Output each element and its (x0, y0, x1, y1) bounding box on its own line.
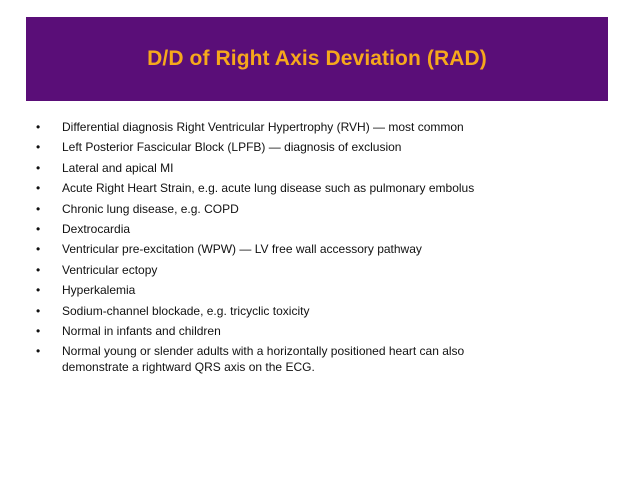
bullet-item (36, 201, 596, 217)
bullet-item (36, 139, 596, 155)
bullet-text: Acute Right Heart Strain, e.g. acute lung disease such as pulmonary embolus (62, 181, 475, 196)
bullet-marker: • (36, 120, 41, 134)
title-band (26, 17, 608, 101)
bullet-marker: • (36, 221, 41, 236)
bullet-marker: • (36, 140, 41, 155)
bullet-text: Lateral and apical MI (62, 160, 174, 175)
bullet-text: Chronic lung disease, e.g. COPD (62, 201, 239, 216)
bullet-marker: • (36, 201, 41, 216)
bullet-text: Hyperkalemia (62, 283, 136, 298)
bullet-item (36, 180, 596, 196)
bullet-item (36, 262, 596, 278)
bullet-item (36, 343, 596, 375)
bullet-marker: • (36, 323, 41, 338)
bullet-marker: • (36, 303, 41, 318)
bullet-marker: • (36, 160, 41, 175)
bullet-text: Dextrocardia (62, 221, 131, 236)
slide-title: D/D of Right Axis Deviation (RAD) (147, 47, 487, 70)
bullet-marker: • (36, 242, 41, 257)
bullet-item (36, 119, 596, 135)
bullet-item (36, 323, 596, 339)
bullet-marker: • (36, 181, 41, 196)
bullet-item (36, 282, 596, 298)
bullet-text: Differential diagnosis Right Ventricular Hypertrophy (RVH) — most common (62, 120, 464, 134)
bullet-text: Left Posterior Fascicular Block (LPFB) — diagnosis of exclusion (62, 140, 402, 155)
bullet-text: Normal young or slender adults with a horizontally positioned heart can also demonstrate a rightward QRS axis on the ECG. (62, 344, 465, 375)
bullet-marker: • (36, 262, 41, 277)
bullet-text: Ventricular pre-excitation (WPW) — LV free wall accessory pathway (62, 242, 422, 257)
bullet-text: Sodium-channel blockade, e.g. tricyclic toxicity (62, 303, 310, 318)
bullet-item (36, 160, 596, 176)
bullet-marker: • (36, 283, 41, 298)
bullet-list (36, 119, 596, 380)
bullet-marker: • (36, 344, 41, 359)
bullet-item (36, 241, 596, 257)
bullet-item (36, 303, 596, 319)
bullet-text: Normal in infants and children (62, 323, 221, 338)
bullet-item (36, 221, 596, 237)
bullet-text: Ventricular ectopy (62, 262, 158, 277)
